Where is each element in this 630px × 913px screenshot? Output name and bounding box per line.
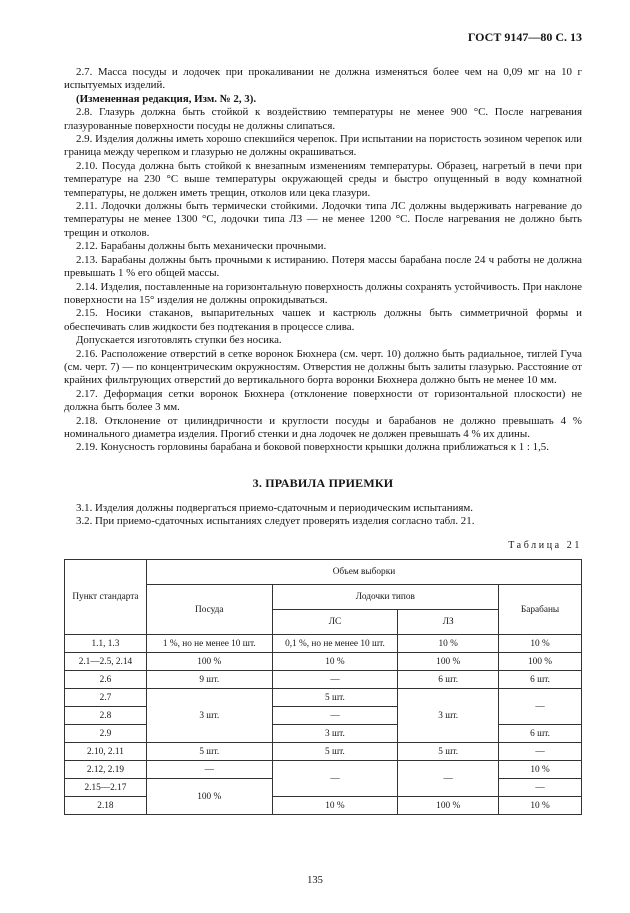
cell-std: 1.1, 1.3 <box>65 635 147 653</box>
table-caption: Таблица 21 <box>508 540 582 551</box>
cell-lz: — <box>398 761 499 797</box>
header-boats-types: Лодочки типов <box>272 585 498 610</box>
header-drums: Барабаны <box>499 585 582 635</box>
header-sample-volume: Объем выборки <box>146 560 581 585</box>
cell-ls: 10 % <box>272 653 398 671</box>
paragraph-2-11: 2.11. Лодочки должны быть термически стойкими. Лодочки типа ЛС должны выдерживать нагревание до температуры не менее 1300 °С, лодочки типа ЛЗ — не менее 1200 °С. После нагревания не должно быть трещин и отколов. <box>64 200 582 239</box>
cell-drums: — <box>499 743 582 761</box>
cell-lz: 10 % <box>398 635 499 653</box>
paragraph-2-13: 2.13. Барабаны должны быть прочными к истиранию. Потеря массы барабана после 24 ч работы не должна превышать 1 % его общей массы. <box>64 253 582 280</box>
cell-std: 2.6 <box>65 671 147 689</box>
cell-std: 2.8 <box>65 707 147 725</box>
cell-drums: 10 % <box>499 635 582 653</box>
paragraph-2-18: 2.18. Отклонение от цилиндричности и круглости посуды и барабанов не должно превышать 4 % номинального диаметра изделия. Прогиб стенки и дна лодочек не должен превышать 4 % их длины. <box>64 414 582 440</box>
cell-std: 2.7 <box>65 689 147 707</box>
cell-lz: 100 % <box>398 653 499 671</box>
cell-ls: — <box>272 671 398 689</box>
section-title: 3. ПРАВИЛА ПРИЕМКИ <box>252 476 394 490</box>
table-row <box>65 671 582 689</box>
paragraph-2-9: 2.9. Изделия должны иметь хорошо спекшийся черепок. При испытании на пористость эозином черепок или граница между черепком и глазурью не должны окрашиваться. <box>64 133 582 159</box>
cell-drums: 6 шт. <box>499 725 582 743</box>
cell-dishes: 5 шт. <box>146 743 272 761</box>
cell-ls: 3 шт. <box>272 725 398 743</box>
paragraph-2-12: 2.12. Барабаны должны быть механически прочными. <box>76 240 327 253</box>
paragraph-2-15-note: Допускается изготовлять ступки без носика. <box>76 334 282 347</box>
section-text <box>64 502 582 529</box>
header-dishes: Посуда <box>146 585 272 635</box>
cell-dishes: 1 %, но не менее 10 шт. <box>146 635 272 653</box>
cell-drums: 10 % <box>499 761 582 779</box>
amendment-note: (Измененная редакция, Изм. № 2, 3). <box>76 92 257 105</box>
cell-dishes: 9 шт. <box>146 671 272 689</box>
cell-dishes: — <box>146 761 272 779</box>
header-std: Пункт стандарта <box>65 560 147 635</box>
table-row <box>65 725 582 743</box>
cell-dishes: 100 % <box>146 653 272 671</box>
cell-std: 2.10, 2.11 <box>65 743 147 761</box>
cell-std: 2.1—2.5, 2.14 <box>65 653 147 671</box>
cell-drums: 6 шт. <box>499 671 582 689</box>
paragraph-2-19: 2.19. Конусность горловины барабана и боковой поверхности крышки должна приближаться к 1 : 1,5. <box>76 441 549 454</box>
cell-drums: 10 % <box>499 797 582 815</box>
cell-ls: 5 шт. <box>272 689 398 707</box>
table-row <box>65 635 582 653</box>
header-ls: ЛС <box>272 610 398 635</box>
cell-lz: 3 шт. <box>398 689 499 743</box>
cell-ls: 10 % <box>272 797 398 815</box>
paragraph-2-14: 2.14. Изделия, поставленные на горизонтальную поверхность должны сохранять устойчивость. При наклоне поверхности на 15° изделия не должны опрокидываться. <box>64 280 582 306</box>
cell-drums: — <box>499 689 582 725</box>
cell-lz: 100 % <box>398 797 499 815</box>
cell-std: 2.18 <box>65 797 147 815</box>
header-lz: ЛЗ <box>398 610 499 635</box>
page-number: 135 <box>307 875 323 886</box>
paragraph-2-8: 2.8. Глазурь должна быть стойкой к воздействию температуры не менее 900 °С. После нагревания глазурованные поверхности посуды не должны слипаться. <box>64 106 582 132</box>
table-header-row <box>65 560 582 585</box>
requirements-text <box>64 66 582 455</box>
cell-ls: 0,1 %, но не менее 10 шт. <box>272 635 398 653</box>
cell-dishes: 100 % <box>146 779 272 815</box>
table-row <box>65 797 582 815</box>
paragraph-2-17: 2.17. Деформация сетки воронок Бюхнера (отклонение поверхности от горизонтальной плоскости) не должна быть более 3 мм. <box>64 387 582 414</box>
paragraph-3-1: 3.1. Изделия должны подвергаться приемо-сдаточным и периодическим испытаниям. <box>76 502 474 514</box>
paragraph-2-16: 2.16. Расположение отверстий в сетке воронок Бюхнера (см. черт. 10) должно быть радиальное, тиглей Гуча (см. черт. 7) — по концентрическим окружностям. Отверстия не должны быть залиты глазурью. Расстояние от крайних фильтрующих отверстий до вертикального борта воронки Бюхнера должно быть не менее 10 мм. <box>64 347 582 387</box>
table-row <box>65 689 582 707</box>
paragraph-2-10: 2.10. Посуда должна быть стойкой к внезапным изменениям температуры. Образец, нагретый в печи при температуре на 230 °С выше температуры окружающей среды и быстро опущенный в воду комнатной температуры, не должен иметь трещин, отколов или цека глазури. <box>64 159 582 199</box>
cell-std: 2.12, 2.19 <box>65 761 147 779</box>
cell-lz: 6 шт. <box>398 671 499 689</box>
paragraph-2-15: 2.15. Носики стаканов, выпарительных чашек и кастрюль должны быть симметричной формы и обеспечивать слив жидкости без подтекания в процессе слива. <box>64 307 582 333</box>
cell-drums: 100 % <box>499 653 582 671</box>
page-header: ГОСТ 9147—80 С. 13 <box>467 30 582 44</box>
sampling-table <box>64 559 582 815</box>
cell-std: 2.15—2.17 <box>65 779 147 797</box>
cell-dishes: 3 шт. <box>146 689 272 743</box>
cell-lz: 5 шт. <box>398 743 499 761</box>
cell-ls: — <box>272 761 398 797</box>
cell-ls: — <box>272 707 398 725</box>
table-row <box>65 653 582 671</box>
cell-std: 2.9 <box>65 725 147 743</box>
paragraph-3-2: 3.2. При приемо-сдаточных испытаниях следует проверять изделия согласно табл. 21. <box>76 515 475 528</box>
cell-drums: — <box>499 779 582 797</box>
table-row <box>65 761 582 779</box>
cell-ls: 5 шт. <box>272 743 398 761</box>
paragraph-2-7: 2.7. Масса посуды и лодочек при прокаливании не должна изменяться более чем на 0,09 мг на 10 г испытуемых изделий. <box>64 66 582 92</box>
table-row <box>65 743 582 761</box>
